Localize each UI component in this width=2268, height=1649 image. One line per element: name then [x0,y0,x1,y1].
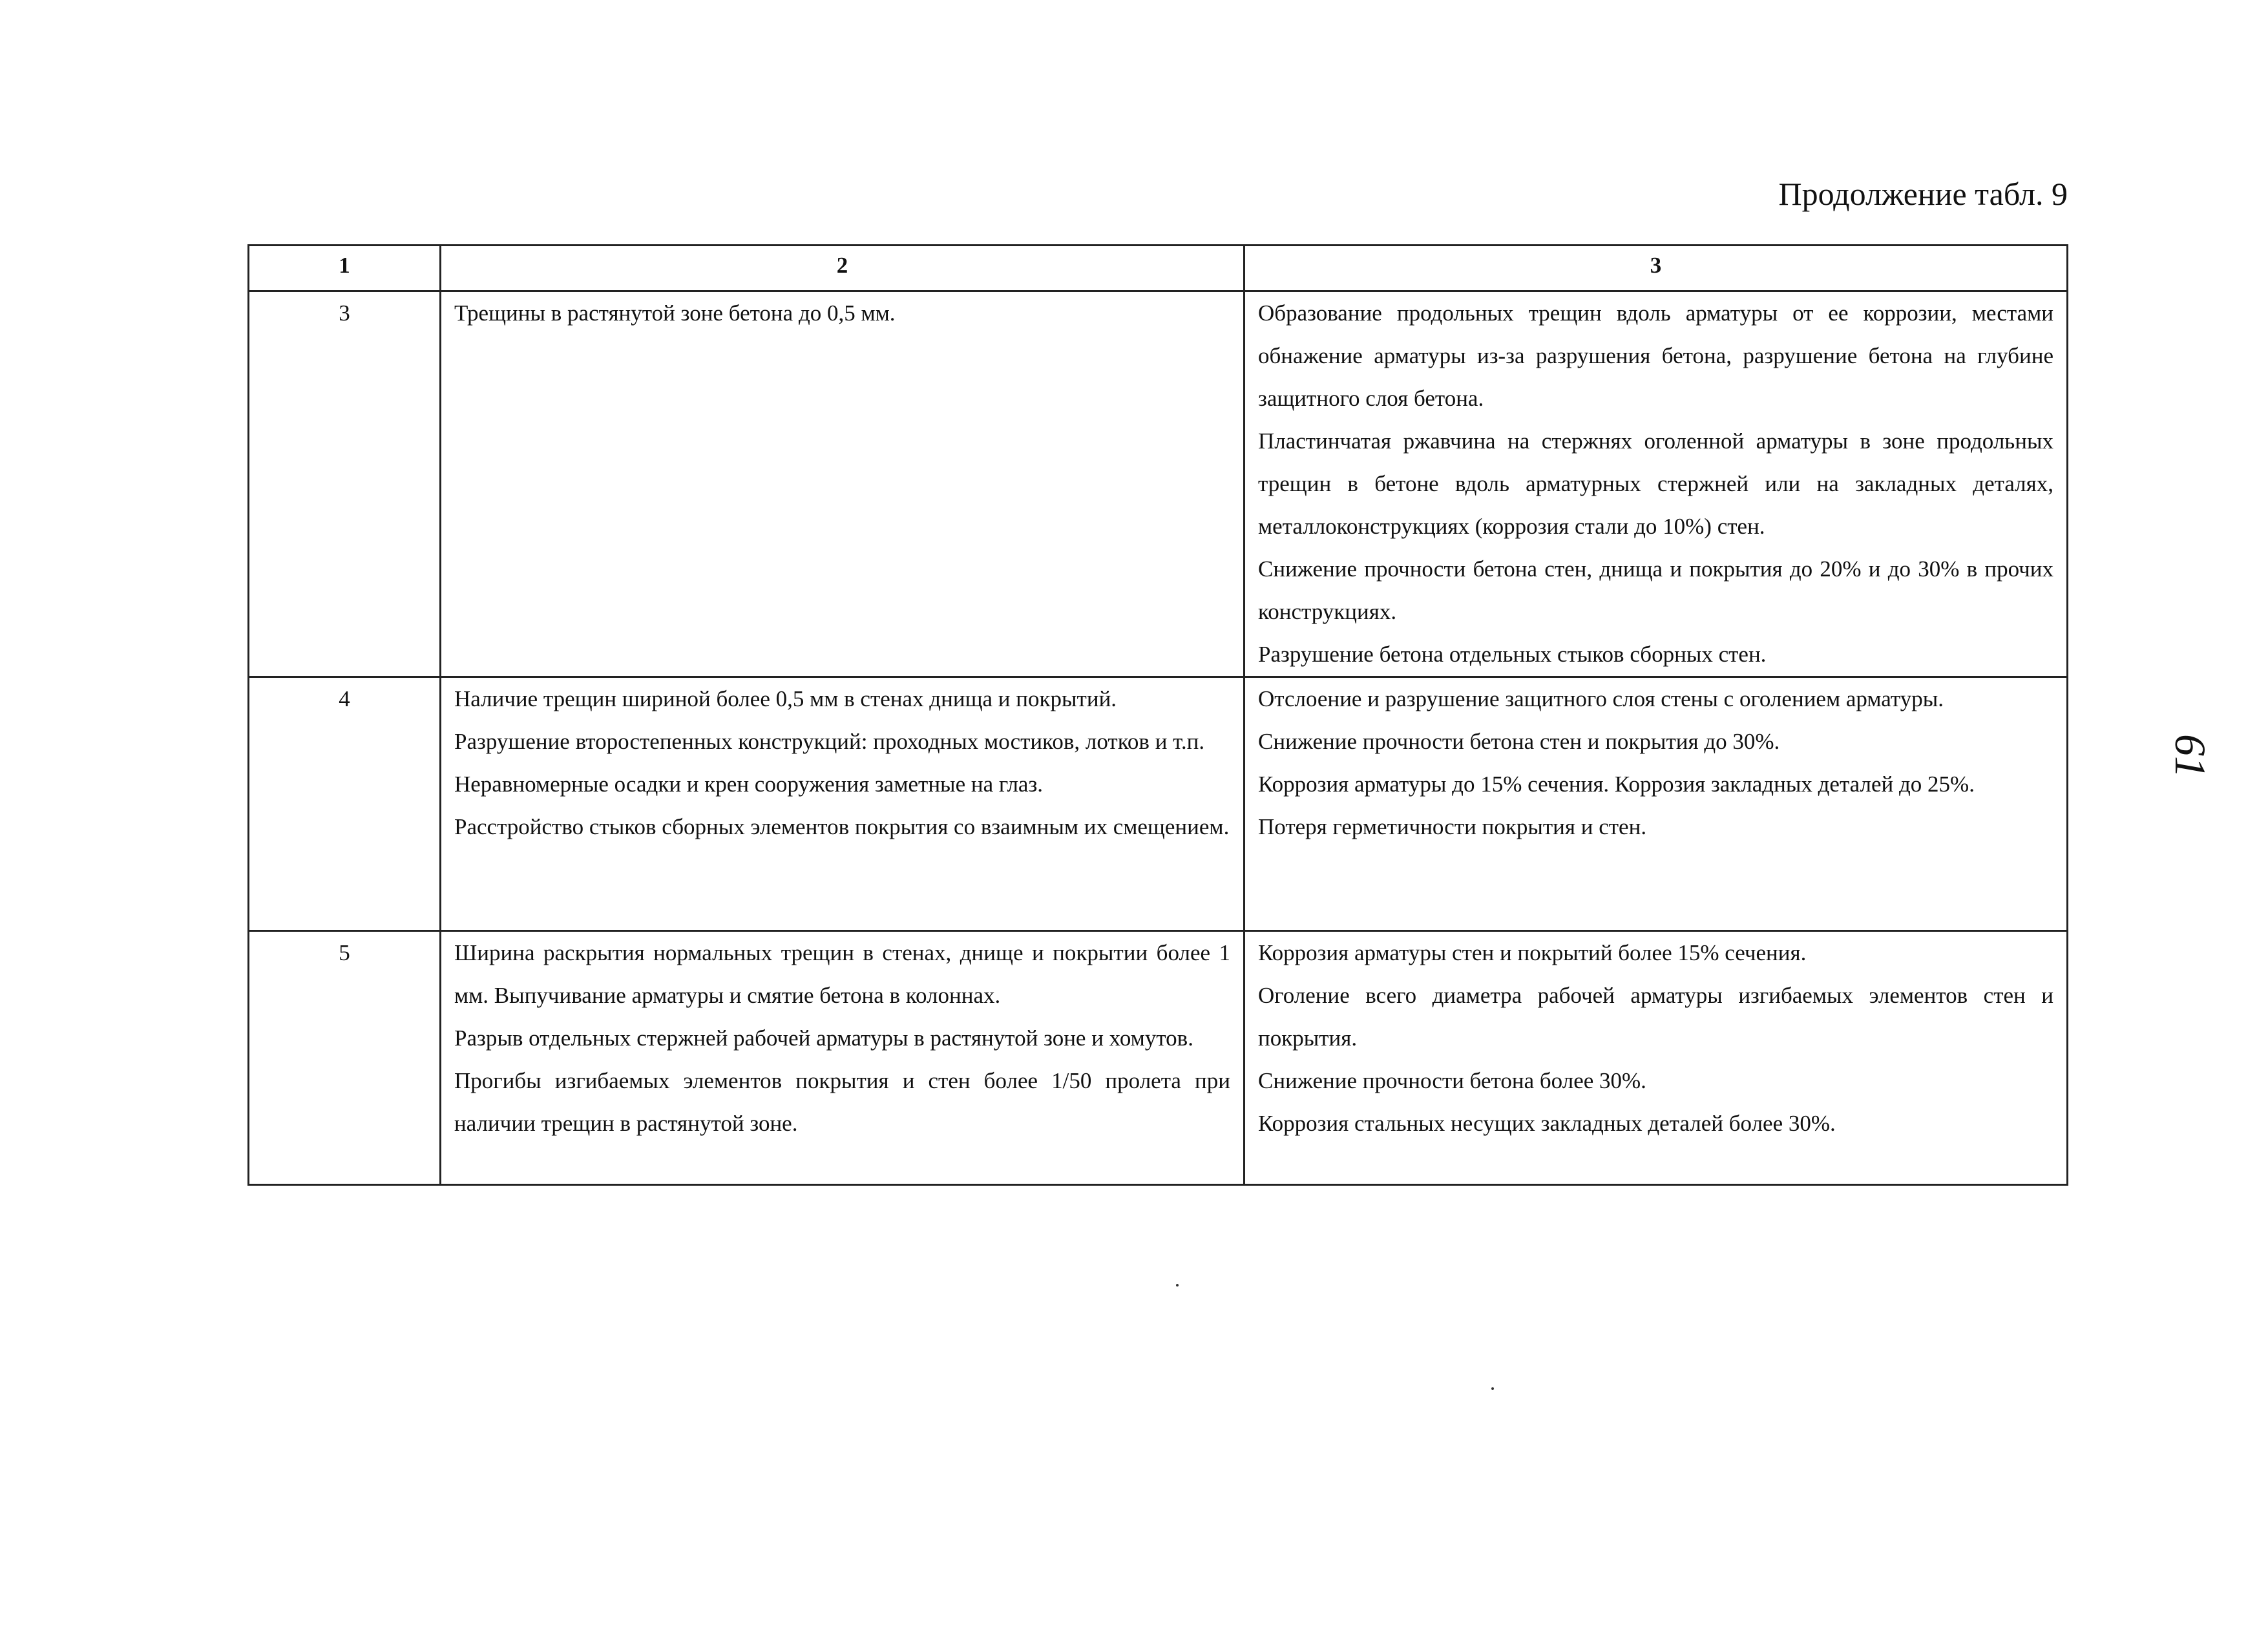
header-cell-3: 3 [1244,246,2068,291]
cell-paragraph: Снижение прочности бетона более 30%. [1258,1068,1646,1093]
cell-paragraph: Пластинчатая ржавчина на стержнях оголенной арматуры в зоне продольных трещин в бетоне вдоль арматурных стержней или на закладных деталях, металлоконструкциях (коррозия стали до 10%) стен. [1258,428,2053,539]
cell-paragraph: Расстройство стыков сборных элементов покрытия со взаимным их смещением. [454,814,1230,839]
table-caption: Продолжение табл. 9 [1778,176,2068,212]
scan-speck [1491,1387,1494,1390]
cell-paragraph: Снижение прочности бетона стен, днища и покрытия до 20% и до 30% в прочих конструкциях. [1258,556,2053,624]
consequences-cell [1244,677,2068,931]
cell-paragraph: Коррозия стальных несущих закладных деталей более 30%. [1258,1111,1836,1136]
consequences-cell [1244,291,2068,677]
cell-paragraph: Трещины в растянутой зоне бетона до 0,5 мм. [454,300,896,326]
table-row [249,931,2068,1185]
cell-paragraph: Прогибы изгибаемых элементов покрытия и стен более 1/50 пролета при наличии трещин в растянутой зоне. [454,1068,1230,1136]
cell-paragraph: Неравномерные осадки и крен сооружения заметные на глаз. [454,772,1044,797]
scan-speck [1176,1284,1179,1287]
table-row [249,291,2068,677]
cell-paragraph: Образование продольных трещин вдоль арматуры от ее коррозии, местами обнажение арматуры из-за разрушения бетона, разрушение бетона на глубине защитного слоя бетона. [1258,300,2053,411]
defects-cell [441,291,1244,677]
cell-paragraph: Коррозия арматуры стен и покрытий более 15% сечения. [1258,940,1807,965]
table-row [249,677,2068,931]
table-header-row [249,246,2068,291]
cell-paragraph: Наличие трещин шириной более 0,5 мм в стенах днища и покрытий. [454,686,1117,711]
defects-cell [441,931,1244,1185]
damage-table [247,244,2068,1186]
header-cell-2: 2 [441,246,1244,291]
row-number: 4 [249,677,441,931]
cell-paragraph: Ширина раскрытия нормальных трещин в стенах, днище и покрытии более 1 мм. Выпучивание арматуры и смятие бетона в колоннах. [454,940,1230,1008]
header-cell-1: 1 [249,246,441,291]
defects-cell [441,677,1244,931]
consequences-cell [1244,931,2068,1185]
cell-paragraph: Разрушение бетона отдельных стыков сборных стен. [1258,642,1767,667]
cell-paragraph: Потеря герметичности покрытия и стен. [1258,814,1647,839]
cell-paragraph: Оголение всего диаметра рабочей арматуры изгибаемых элементов стен и покрытия. [1258,983,2053,1051]
cell-paragraph: Разрушение второстепенных конструкций: проходных мостиков, лотков и т.п. [454,729,1205,754]
cell-paragraph: Отслоение и разрушение защитного слоя стены с оголением арматуры. [1258,686,1944,711]
cell-paragraph: Коррозия арматуры до 15% сечения. Коррозия закладных деталей до 25%. [1258,772,1975,797]
row-number: 5 [249,931,441,1185]
cell-paragraph: Снижение прочности бетона стен и покрытия до 30%. [1258,729,1780,754]
page-number: 61 [2166,734,2215,778]
row-number: 3 [249,291,441,677]
cell-paragraph: Разрыв отдельных стержней рабочей арматуры в растянутой зоне и хомутов. [454,1025,1193,1051]
